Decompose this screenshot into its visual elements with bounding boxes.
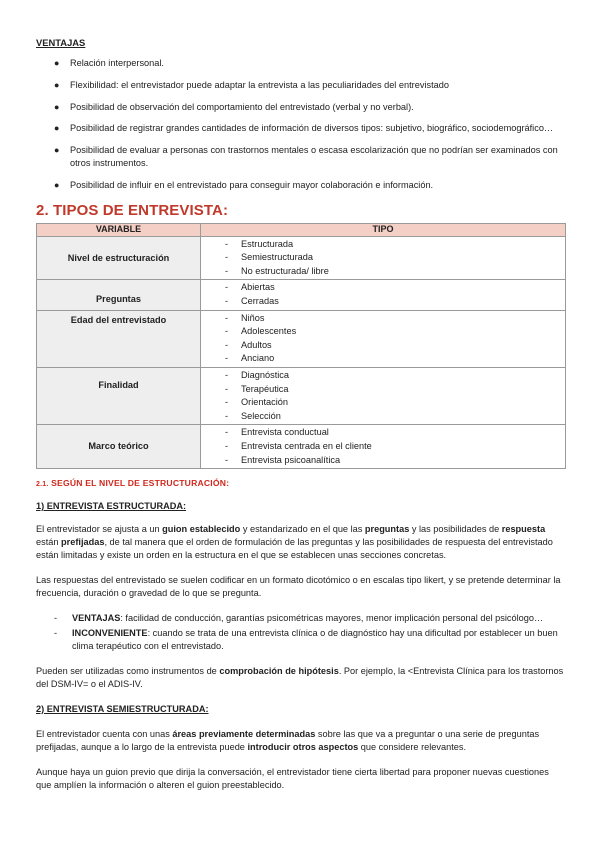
text-run: El entrevistador cuenta con unas bbox=[36, 728, 173, 739]
header-variable: VARIABLE bbox=[37, 223, 201, 236]
bold-run: preguntas bbox=[364, 524, 410, 535]
text-run: El entrevistador se ajusta a un bbox=[36, 524, 163, 535]
bold-run: comprobación de hipótesis bbox=[219, 665, 339, 676]
ventajas-list bbox=[36, 57, 566, 191]
semiestructurada-paragraph-1 bbox=[36, 728, 566, 754]
types-cell bbox=[201, 425, 566, 469]
section-2-1-number: 2.1. bbox=[36, 481, 49, 489]
semiestructurada-heading: 2) ENTREVISTA SEMIESTRUCTURADA: bbox=[36, 703, 209, 714]
type-item: - Entrevista psicoanalítica bbox=[225, 454, 565, 468]
inconveniente-text: : cuando se trata de una entrevista clínica o de diagnóstico hay una dificultad por establecer un buen clima terapéutico con el entrevistado. bbox=[72, 627, 558, 651]
text-run: Pueden ser utilizadas como instrumentos de bbox=[36, 665, 220, 676]
type-item: - Estructurada bbox=[225, 238, 565, 252]
text-run: . Por ejemplo, la <Entrevista Clínica para los trastornos del DSM-IV= o el ADIS-IV. bbox=[36, 665, 564, 689]
type-item: - Abiertas bbox=[225, 281, 565, 295]
list-item-text: Posibilidad de observación del comportamiento del entrevistado (verbal y no verbal). bbox=[70, 101, 414, 112]
text-run: que considere relevantes. bbox=[358, 741, 467, 752]
estructurada-heading: 1) ENTREVISTA ESTRUCTURADA: bbox=[36, 501, 187, 512]
type-item: - Entrevista conductual bbox=[225, 426, 565, 440]
list-item bbox=[36, 179, 566, 192]
variable-cell: Finalidad bbox=[37, 367, 201, 424]
header-tipo: TIPO bbox=[201, 223, 566, 236]
variable-cell: Nivel de estructuración bbox=[37, 236, 201, 280]
list-item bbox=[36, 57, 566, 70]
ventajas-heading: VENTAJAS bbox=[36, 37, 86, 48]
tipos-table bbox=[36, 223, 566, 470]
ventajas-text: : facilidad de conducción, garantías psicométricas mayores, menor implicación personal del psicólogo… bbox=[120, 613, 544, 624]
bold-run: respuesta bbox=[501, 524, 546, 535]
types-cell bbox=[201, 367, 566, 424]
type-item: - Semiestructurada bbox=[225, 251, 565, 265]
types-cell bbox=[201, 280, 566, 310]
types-cell bbox=[201, 236, 566, 280]
variable-cell: Marco teórico bbox=[37, 425, 201, 469]
table-row bbox=[37, 236, 566, 280]
bullet-icon: ● bbox=[54, 144, 60, 155]
section-2-1-text: SEGÚN EL NIVEL DE ESTRUCTURACIÓN: bbox=[51, 478, 230, 489]
type-item: - Cerradas bbox=[225, 295, 565, 309]
type-item: - Selección bbox=[225, 410, 565, 424]
table-row bbox=[37, 310, 566, 367]
estructurada-pros-cons bbox=[36, 612, 566, 652]
estructurada-paragraph-2: Las respuestas del entrevistado se suelen codificar en un formato dicotómico o en escalas tipo likert, y se pretende determinar la frecuencia, duración o gravedad de lo que se pregunta. bbox=[36, 575, 561, 599]
list-item-text: Relación interpersonal. bbox=[70, 58, 164, 69]
list-item-text: Posibilidad de evaluar a personas con trastornos mentales o escasa escolarización que no podrían ser examinados con otros instrumentos. bbox=[70, 144, 558, 169]
list-item bbox=[36, 144, 566, 170]
bullet-icon: ● bbox=[54, 123, 60, 134]
bullet-icon: ● bbox=[54, 179, 60, 190]
bullet-icon: ● bbox=[54, 101, 60, 112]
text-run: y estandarizado en el que las bbox=[240, 524, 365, 535]
inconveniente-label: INCONVENIENTE bbox=[72, 627, 148, 638]
bold-run: áreas previamente determinadas bbox=[172, 728, 316, 739]
section-2-1-title bbox=[36, 477, 566, 490]
type-item: - Terapéutica bbox=[225, 383, 565, 397]
table-row bbox=[37, 367, 566, 424]
estructurada-paragraph-1 bbox=[36, 523, 566, 562]
type-item: - Orientación bbox=[225, 396, 565, 410]
table-header-row bbox=[37, 223, 566, 236]
type-item: - Anciano bbox=[225, 352, 565, 366]
table-row bbox=[37, 280, 566, 310]
type-item: - No estructurada/ libre bbox=[225, 265, 565, 279]
list-item bbox=[36, 122, 566, 135]
bold-run: introducir otros aspectos bbox=[247, 741, 359, 752]
text-run: , de tal manera que el orden de formulación de las preguntas y las posibilidades de respuesta del entrevistado están limitadas y existe un orden en la estructura en el que se establecen unas secciones concretas. bbox=[36, 537, 553, 561]
bold-run: prefijadas bbox=[61, 537, 105, 548]
type-item: - Adultos bbox=[225, 339, 565, 353]
semiestructurada-paragraph-2: Aunque haya un guion previo que dirija la conversación, el entrevistador tiene cierta libertad para proponer nuevas cuestiones que amplíen la información o alteren el guion preestablecido. bbox=[36, 766, 549, 791]
list-item-text: Posibilidad de influir en el entrevistado para conseguir mayor colaboración e información. bbox=[70, 179, 434, 190]
bullet-icon: ● bbox=[54, 80, 60, 90]
list-item bbox=[54, 627, 566, 653]
text-run: y las posibilidades de bbox=[409, 524, 502, 535]
type-item: - Entrevista centrada en el cliente bbox=[225, 440, 565, 454]
variable-cell: Preguntas bbox=[37, 280, 201, 310]
bullet-icon: ● bbox=[54, 58, 60, 69]
type-item: - Diagnóstica bbox=[225, 369, 565, 383]
estructurada-paragraph-3 bbox=[36, 665, 566, 691]
list-item bbox=[36, 79, 566, 92]
bold-run: guion establecido bbox=[162, 524, 241, 535]
type-item: - Adolescentes bbox=[225, 325, 565, 339]
type-item: - Niños bbox=[225, 312, 565, 326]
list-item-text: Posibilidad de registrar grandes cantidades de información de diversos tipos: subjetivo, biográfico, sociodemográfico… bbox=[70, 123, 554, 134]
list-item bbox=[36, 101, 566, 114]
list-item-text: Flexibilidad: el entrevistador puede adaptar la entrevista a las peculiaridades del entrevistado bbox=[70, 80, 449, 90]
text-run: sobre las que va a preguntar o una serie de preguntas prefijadas, aunque a lo largo de la entrevista puede bbox=[36, 728, 540, 752]
ventajas-label: VENTAJAS bbox=[72, 613, 121, 624]
variable-cell: Edad del entrevistado bbox=[37, 310, 201, 367]
text-run: están bbox=[36, 537, 62, 548]
section-2-title: 2. TIPOS DE ENTREVISTA: bbox=[36, 202, 229, 220]
list-item bbox=[54, 612, 566, 625]
document-page bbox=[36, 36, 566, 792]
types-cell bbox=[201, 310, 566, 367]
table-row bbox=[37, 425, 566, 469]
